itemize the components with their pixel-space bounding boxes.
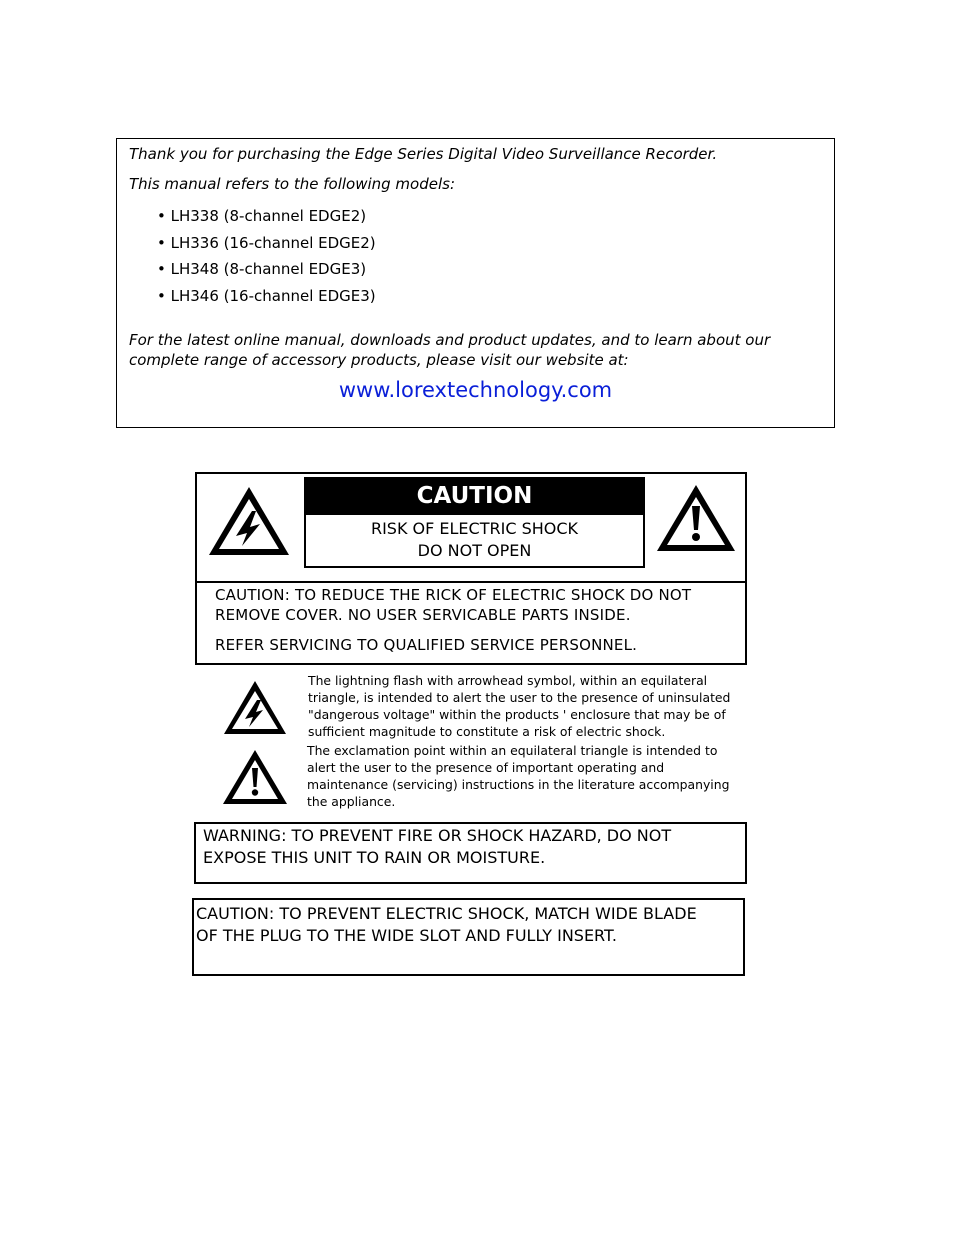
caution-body-line: CAUTION: TO REDUCE THE RICK OF ELECTRIC SHOCK DO NOT [215, 586, 692, 604]
list-item: • LH348 (8-channel EDGE3) [157, 260, 367, 278]
intro-thanks-text: Thank you for purchasing the Edge Series Digital Video Surveillance Recorder. [129, 145, 718, 163]
explanation-line: triangle, is intended to alert the user to the presence of uninsulated [308, 690, 731, 705]
list-item: • LH338 (8-channel EDGE2) [157, 207, 367, 225]
model-list [157, 203, 376, 309]
caution-header: CAUTION [304, 477, 645, 515]
explanation-line: the appliance. [307, 794, 396, 809]
explanation-line: The lightning flash with arrowhead symbol, within an equilateral [308, 673, 708, 688]
caution-subtitle [304, 514, 645, 568]
plug-caution-box [192, 898, 745, 976]
warning-line: WARNING: TO PREVENT FIRE OR SHOCK HAZARD, DO NOT [203, 826, 672, 845]
lightning-triangle-icon [222, 679, 288, 736]
explanation-line: sufficient magnitude to constitute a risk of electric shock. [308, 724, 666, 739]
plug-caution-line: CAUTION: TO PREVENT ELECTRIC SHOCK, MATCH WIDE BLADE [196, 904, 697, 923]
explanation-line: maintenance (servicing) instructions in the literature accompanying [307, 777, 730, 792]
caution-body-line: REMOVE COVER. NO USER SERVICABLE PARTS INSIDE. [215, 606, 631, 624]
caution-divider [197, 581, 746, 583]
exclamation-symbol-explanation [307, 742, 737, 810]
explanation-line: "dangerous voltage" within the products ' enclosure that may be of [308, 707, 726, 722]
lightning-triangle-icon [206, 484, 292, 558]
warning-line: EXPOSE THIS UNIT TO RAIN OR MOISTURE. [203, 848, 546, 867]
caution-body-service: REFER SERVICING TO QUALIFIED SERVICE PERSONNEL. [215, 636, 638, 654]
caution-subtitle-line: DO NOT OPEN [417, 541, 532, 560]
explanation-line: The exclamation point within an equilateral triangle is intended to [307, 743, 718, 758]
plug-caution-line: OF THE PLUG TO THE WIDE SLOT AND FULLY INSERT. [196, 926, 617, 945]
intro-online-line: complete range of accessory products, please visit our website at: [129, 351, 629, 369]
website-link[interactable]: www.lorextechnology.com [338, 378, 613, 402]
intro-online-text [129, 330, 819, 370]
exclamation-triangle-icon [221, 748, 289, 806]
exclamation-triangle-icon [654, 482, 738, 554]
caution-subtitle-line: RISK OF ELECTRIC SHOCK [370, 519, 579, 538]
intro-online-line: For the latest online manual, downloads and product updates, and to learn about our [129, 331, 771, 349]
caution-body-text [215, 585, 735, 625]
explanation-line: alert the user to the presence of important operating and [307, 760, 665, 775]
lightning-symbol-explanation [308, 672, 738, 740]
warning-box [194, 822, 747, 884]
list-item: • LH346 (16-channel EDGE3) [157, 286, 376, 305]
intro-box [116, 138, 835, 428]
intro-models-lead: This manual refers to the following models: [129, 175, 456, 193]
list-item: • LH336 (16-channel EDGE2) [157, 233, 376, 252]
